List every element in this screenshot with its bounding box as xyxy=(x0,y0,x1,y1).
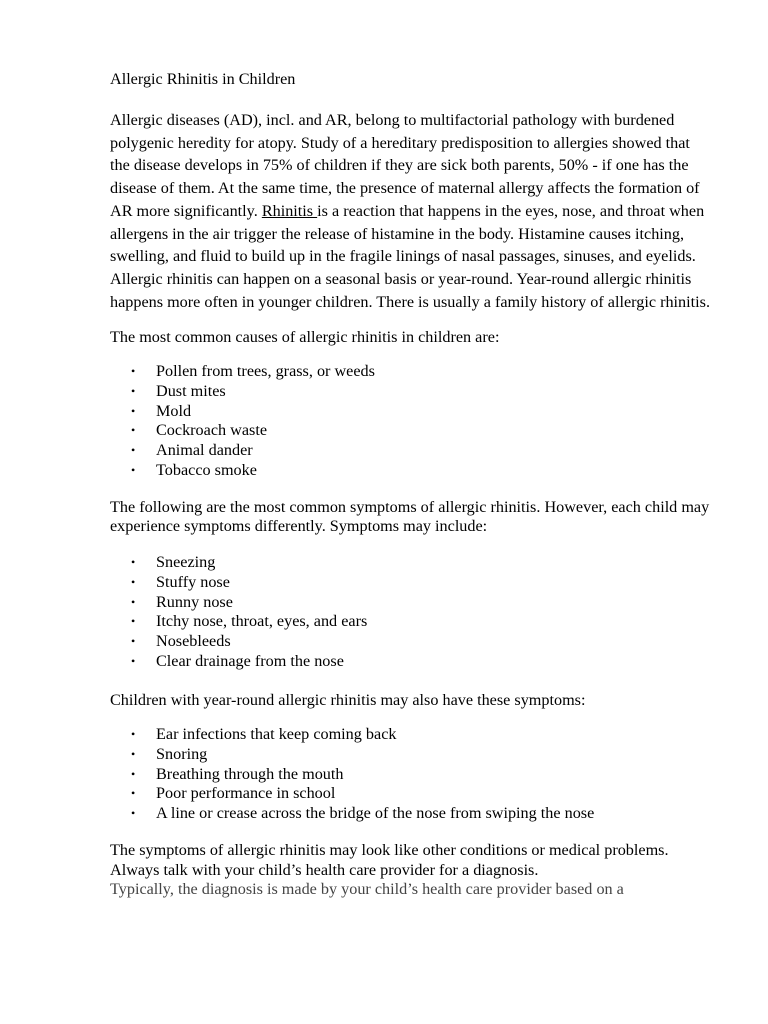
list-item xyxy=(110,652,710,672)
list-item xyxy=(110,784,710,804)
closing-text-continued: Typically, the diagnosis is made by your child’s health care provider based on a xyxy=(110,880,624,899)
list-item xyxy=(110,765,710,785)
intro-paragraph xyxy=(110,109,710,313)
symptoms-list xyxy=(110,553,710,671)
rhinitis-link[interactable]: Rhinitis xyxy=(261,201,318,220)
list-item-text: Runny nose xyxy=(156,592,233,611)
document-title: Allergic Rhinitis in Children xyxy=(110,70,296,88)
causes-list xyxy=(110,362,710,480)
document-body xyxy=(110,68,710,900)
list-item-text: Sneezing xyxy=(156,553,216,572)
list-item-text: A line or crease across the bridge of the nose from swiping the nose xyxy=(156,804,595,823)
bullet-icon: • xyxy=(131,747,136,762)
bullet-icon: • xyxy=(131,633,136,648)
list-item-text: Breathing through the mouth xyxy=(156,764,344,783)
bullet-icon: • xyxy=(131,555,136,570)
bullet-icon: • xyxy=(131,574,136,589)
list-item xyxy=(110,632,710,652)
bullet-icon: • xyxy=(131,462,136,477)
list-item xyxy=(110,441,710,461)
list-item-text: Poor performance in school xyxy=(156,784,336,803)
intro-text-before-link: Allergic diseases (AD), incl. and AR, belong to multifactorial pathology with burdened polygenic heredity for atopy. Study of a hereditary predisposition to allergies showed that the disease develops in 75% of children if they are sick both parents, 50% - if one has the disease of them. At the same time, the presence of maternal allergy affects the formation of AR more significantly. xyxy=(110,111,700,220)
bullet-icon: • xyxy=(131,364,136,379)
bullet-icon: • xyxy=(131,614,136,629)
list-item-text: Ear infections that keep coming back xyxy=(156,725,397,744)
list-item xyxy=(110,382,710,402)
closing-paragraph xyxy=(110,841,710,900)
list-item xyxy=(110,421,710,441)
bullet-icon: • xyxy=(131,727,136,742)
bullet-icon: • xyxy=(131,594,136,609)
list-item xyxy=(110,725,710,745)
bullet-icon: • xyxy=(131,653,136,668)
yearround-symptoms-list xyxy=(110,725,710,824)
list-item xyxy=(110,804,710,824)
closing-text: The symptoms of allergic rhinitis may look like other conditions or medical problems. Always talk with your child’s health care provider for a diagnosis. xyxy=(110,840,669,879)
list-item xyxy=(110,461,710,481)
list-item-text: Itchy nose, throat, eyes, and ears xyxy=(156,612,368,631)
list-item-text: Mold xyxy=(156,401,192,420)
intro-text-after-link: is a reaction that happens in the eyes, nose, and throat when allergens in the air trigger the release of histamine in the body. Histamine causes itching, swelling, and fluid to build up in the fragile linings of nasal passages, sinuses, and eyelids. Allergic rhinitis can happen on a seasonal basis or year-round. Year-round allergic rhinitis happens more often in younger children. There is usually a family history of allergic rhinitis. xyxy=(110,201,710,311)
bullet-icon: • xyxy=(131,403,136,418)
list-item-text: Pollen from trees, grass, or weeds xyxy=(156,362,375,381)
list-item xyxy=(110,573,710,593)
yearround-intro: Children with year-round allergic rhinitis may also have these symptoms: xyxy=(110,691,586,710)
list-item xyxy=(110,402,710,422)
list-item-text: Clear drainage from the nose xyxy=(156,651,344,670)
list-item-text: Tobacco smoke xyxy=(156,460,257,479)
list-item xyxy=(110,362,710,382)
list-item-text: Nosebleeds xyxy=(156,631,231,650)
list-item-text: Stuffy nose xyxy=(156,572,230,591)
list-item xyxy=(110,612,710,632)
bullet-icon: • xyxy=(131,384,136,399)
list-item-text: Cockroach waste xyxy=(156,421,268,440)
bullet-icon: • xyxy=(131,443,136,458)
list-item xyxy=(110,553,710,573)
list-item-text: Dust mites xyxy=(156,382,226,401)
bullet-icon: • xyxy=(131,766,136,781)
bullet-icon: • xyxy=(131,423,136,438)
list-item xyxy=(110,745,710,765)
causes-intro: The most common causes of allergic rhinitis in children are: xyxy=(110,328,500,347)
bullet-icon: • xyxy=(131,806,136,821)
symptoms-intro: The following are the most common symptoms of allergic rhinitis. However, each child may experience symptoms differently. Symptoms may include: xyxy=(110,497,710,536)
list-item xyxy=(110,593,710,613)
bullet-icon: • xyxy=(131,786,136,801)
list-item-text: Animal dander xyxy=(156,441,253,460)
list-item-text: Snoring xyxy=(156,745,208,764)
